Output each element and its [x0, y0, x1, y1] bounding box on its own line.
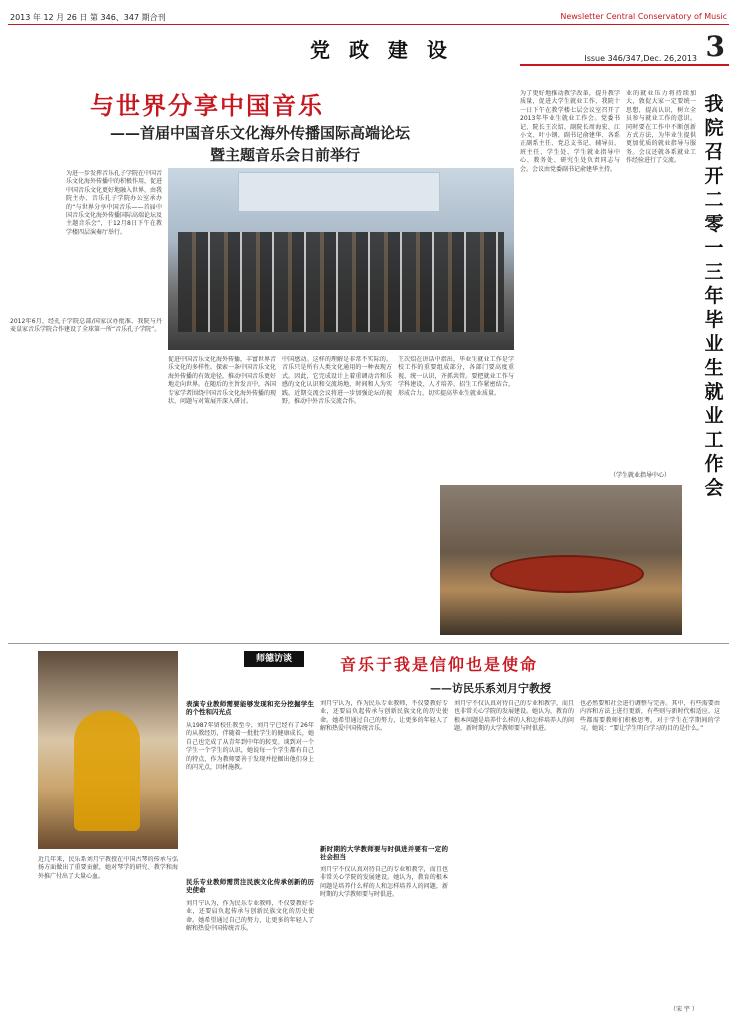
jobs-col1: 为了更好地推动教学改革，提升教学质量，促进大学生就业工作，我院十一日下午在教学楼七层会议室召开了2013年毕业生就业工作会。党委书记、院长王次炤、副院长周海宏、江小文、叶小钢、副书记俞建华、各系正副系主任、党总支书记、辅导员、班主任、学生处、学生就业指导中心、教务处、研究生处负责同志与会。会议由党委副书记俞建华主持。	[520, 90, 620, 173]
feature-col-b: 刘月宁认为，作为民乐专业教师，不仅要教好专业，还要肩负起传承与创新民族文化的历史使命。她希望通过自己的努力，让更多的年轻人了解和热爱中国传统音乐。	[186, 900, 314, 933]
jobs-col2: 业的就业压力将持续加大，敦促大家一定要统一思想，提高认识，树立全员参与就业工作的意识。同时要在工作中不断创新方式方法，为毕业生提供更加优质的就业指导与服务。会议还就各系就业工作经验进行了交流。	[626, 90, 696, 165]
feature-col-c: 刘月宁不仅认真对待自己的专业和教学，而且也非常关心学院的发展建设。她认为，教育的根本问题是培养什么样的人和怎样培养人的问题，新时期的大学教师要与时俱进。	[320, 866, 448, 899]
section-title: 党 政 建 设	[310, 38, 453, 62]
vertical-headline: 我院召开二零一三年毕业生就业工作会	[704, 93, 724, 499]
portrait-figure	[74, 711, 140, 831]
section-separator	[8, 643, 729, 644]
lead-col1: 2012年6月，经孔子学院总部/国家汉办批准，我院与丹麦皇家音乐学院合作建设了全球第一所“音乐孔子学院”。	[10, 318, 162, 334]
feature-col-b2: 刘月宁认为，作为民乐专业教师，不仅要教好专业，还要肩负起传承与创新民族文化的历史使命。她希望通过自己的努力，让更多的年轻人了解和热爱中国传统音乐。	[320, 700, 448, 733]
issue-line: Issue 346/347,Dec. 26,2013	[584, 54, 697, 63]
issue-date: 2013 年 12 月 26 日 第 346、347 期合刊	[10, 13, 166, 22]
meeting-photo	[440, 485, 682, 635]
feature-heading-1: 表演专业教师需要能够发现和充分挖掘学生的个性和闪光点	[186, 700, 314, 717]
feature-signature: （宋 宇 ）	[670, 1006, 698, 1013]
group-of-attendees	[178, 232, 504, 332]
forum-group-photo	[168, 168, 514, 350]
header-divider	[8, 24, 729, 25]
jobs-signature: （学生就业指导中心）	[610, 472, 671, 479]
newsletter-title: Newsletter Central Conservatory of Music	[560, 12, 727, 21]
lead-subtitle-2: 暨主题音乐会日前举行	[210, 146, 361, 164]
feature-title: 音乐于我是信仰也是使命	[340, 655, 539, 674]
lead-intro: 为进一步发挥音乐孔子学院在中国音乐文化海外传播中的积极作用，促进中国音乐文化更好地融入世界，由我院主办、音乐孔子学院办公室承办的“与世界分享中国音乐——首届中国音乐文化海外传播国际高端论坛及主题音乐会”，于12月8日下午在教学楼四层演奏厅举行。	[66, 170, 162, 236]
header-red-rule	[520, 64, 729, 66]
page-number: 3	[705, 30, 725, 63]
lead-headline: 与世界分享中国音乐	[90, 91, 324, 120]
feature-col-c2: 刘月宁不仅认真对待自己的专业和教学，而且也非常关心学院的发展建设。她认为，教育的根本问题是培养什么样的人和怎样培养人的问题，新时期的大学教师要与时俱进。	[454, 700, 574, 733]
feature-subtitle: ——访民乐系刘月宁教授	[430, 682, 551, 695]
lead-subtitle-1: ——首届中国音乐文化海外传播国际高端论坛	[110, 124, 411, 142]
lead-col2: 促进中国音乐文化海外传播，丰富世界音乐文化的多样性。探索一条中国音乐文化海外传播的有效途径，推动中国音乐更好地走向世界。在随后的主旨发言中，各国专家学者围绕中国音乐文化海外传播的现状、问题与对策展开深入研讨。	[168, 356, 276, 406]
feature-col-d: 也必然要和社会进行调整与完善。其中，有些需要由内容和方法上进行更新，有些则与新时代相适应。这些都需要教师们积极思考。对于学生在学期间的学习，她说：“要让学生明白学习的目的是什么。”	[580, 700, 720, 733]
conference-table	[490, 555, 644, 593]
feature-badge: 师德访谈	[244, 651, 304, 667]
feature-col-a: 从1987年留校任教至今，刘月宁已经有了26年的从教经历，伴随着一批批学生的健康成长，她自己也完成了从青年到中年的转变。谈到对一个学生一个学生的认识，她说每一个学生都有自己的特点，作为教师要善于发现并挖掘出他们身上的闪光点，因材施教。	[186, 722, 314, 772]
forum-banner	[238, 172, 440, 212]
feature-heading-2: 民乐专业教师需贯注民族文化传承创新的历史使命	[186, 878, 314, 895]
lead-col3b: 王次炤在讲话中指出，毕业生就业工作是学校工作的重要组成部分，各部门要高度重视，统一认识，齐抓共管。要把就业工作与学科建设、人才培养、招生工作紧密结合，形成合力，切实提高毕业生就业质量。	[398, 356, 514, 397]
professor-portrait	[38, 651, 178, 849]
lead-col3: 中国感动。这样的理解是非常不实际的。音乐只是所有人类文化通用的一种表现方式。因此，它完成设计上着重调动音和乐感的文化认识和交流场地，时间和人为实践。近期交流会议将进一步加强论坛的视野，推动中外音乐交流合作。	[282, 356, 392, 406]
feature-lead: 近几年来，民乐系刘月宁教授在中国古琴的传承与弘扬方面做出了重要贡献，她对琴学的研究、教学和海外推广付出了大量心血。	[38, 856, 178, 880]
feature-heading-3: 新时期的大学教师要与时俱进并要有一定的社会担当	[320, 845, 448, 862]
